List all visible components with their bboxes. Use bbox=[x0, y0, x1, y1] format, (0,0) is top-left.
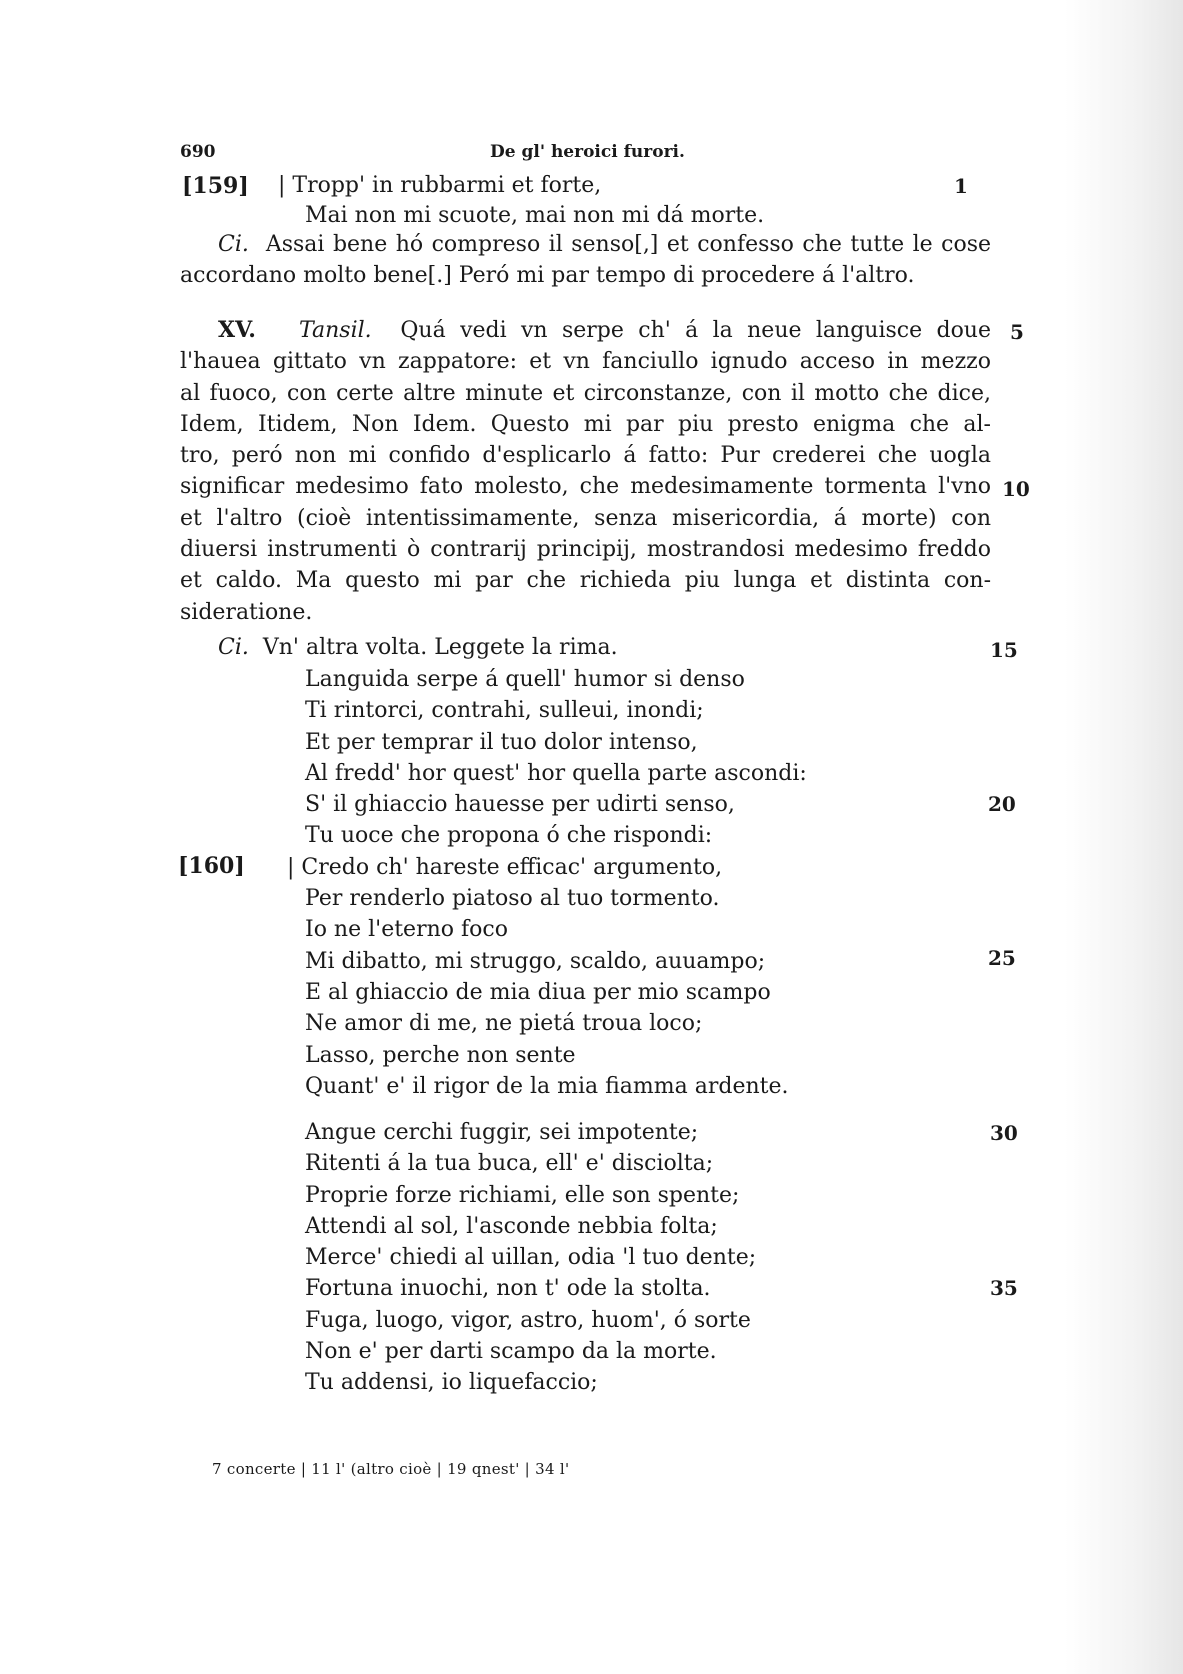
line-number: 25 bbox=[988, 946, 1016, 970]
verse-line: Fortuna inuochi, non t' ode la stolta. bbox=[305, 1276, 711, 1302]
verse-line: Ti rintorci, contrahi, sulleui, inondi; bbox=[305, 698, 704, 724]
verse-line: Io ne l'eterno foco bbox=[305, 917, 508, 943]
prose-line: l'hauea gittato vn zappatore: et vn fanciullo ignudo acceso in mezzo bbox=[180, 349, 991, 375]
running-title: De gl' heroici furori. bbox=[490, 142, 685, 162]
page-number: 690 bbox=[180, 142, 216, 162]
verse-line: Et per temprar il tuo dolor intenso, bbox=[305, 729, 698, 755]
verse-line: Angue cerchi fuggir, sei impotente; bbox=[305, 1120, 699, 1145]
line-number: 30 bbox=[990, 1121, 1018, 1145]
page-ref-160: [160] bbox=[178, 853, 245, 879]
section-numeral: XV. bbox=[218, 317, 256, 343]
verse-line: Per renderlo piatoso al tuo tormento. bbox=[305, 886, 720, 912]
prose-line: significar medesimo fato molesto, che medesimamente tormenta l'vno bbox=[180, 474, 991, 500]
prose-line: accordano molto bene[.] Peró mi par tempo di procedere á l'altro. bbox=[180, 263, 915, 289]
verse-line: Ritenti á la tua buca, ell' e' disciolta; bbox=[305, 1151, 714, 1177]
verse-line: Lasso, perche non sente bbox=[305, 1042, 576, 1068]
verse-line: Mai non mi scuote, mai non mi dá morte. bbox=[305, 203, 765, 228]
prose-line: tro, peró non mi confido d'esplicarlo á fatto: Pur crederei che uogla bbox=[180, 443, 991, 469]
line-number: 15 bbox=[990, 638, 1018, 662]
verse-line: Proprie forze richiami, elle son spente; bbox=[305, 1182, 740, 1208]
verse-line: E al ghiaccio de mia diua per mio scampo bbox=[305, 979, 771, 1005]
prose-line: Idem, Itidem, Non Idem. Questo mi par piu presto enigma che al- bbox=[180, 411, 991, 437]
verse-line: Merce' chiedi al uillan, odia 'l tuo dente; bbox=[305, 1245, 757, 1271]
verse-stanza-2 bbox=[305, 1117, 756, 1399]
verse-line: Tu addensi, io liquefaccio; bbox=[305, 1370, 598, 1396]
speaker-ci: Ci. bbox=[218, 232, 249, 257]
section-xv-paragraph bbox=[180, 315, 991, 628]
verse-line: Non e' per darti scampo da la morte. bbox=[305, 1339, 717, 1365]
ci-line bbox=[218, 634, 618, 662]
prose-line: Quá vedi vn serpe ch' á la neue languisce doue bbox=[400, 318, 991, 343]
verse-line: Mi dibatto, mi struggo, scaldo, auuampo; bbox=[305, 948, 766, 974]
prose-line: et caldo. Ma questo mi par che richieda piu lunga et distinta con- bbox=[180, 568, 991, 594]
line-number: 5 bbox=[1010, 320, 1024, 344]
prose-line: Assai bene hó compreso il senso[,] et confesso che tutte le cose bbox=[265, 232, 991, 257]
line-number: 20 bbox=[988, 792, 1016, 816]
verse-line: Languida serpe á quell' humor si denso bbox=[305, 667, 745, 692]
verse-line: | Tropp' in rubbarmi et forte, bbox=[278, 173, 602, 198]
verse-line: Quant' e' il rigor de la mia fiamma ardente. bbox=[305, 1073, 789, 1099]
verse-line: Attendi al sol, l'asconde nebbia folta; bbox=[305, 1213, 718, 1239]
prose-line: Vn' altra volta. Leggete la rima. bbox=[262, 635, 618, 660]
prose-line: et l'altro (cioè intentissimamente, senza misericordia, á morte) con bbox=[180, 505, 991, 531]
speaker-tansil: Tansil. bbox=[299, 318, 372, 343]
line-number: 1 bbox=[954, 174, 968, 198]
verse-line: | Credo ch' hareste efficac' argumento, bbox=[287, 854, 723, 880]
verse-stanza-1 bbox=[287, 664, 807, 1102]
verse-line: Tu uoce che propona ó che rispondi: bbox=[305, 823, 713, 849]
prose-line: al fuoco, con certe altre minute et circonstanze, con il motto che dice, bbox=[180, 380, 991, 406]
critical-apparatus: 7 concerte | 11 l' (altro cioè | 19 qnest' | 34 l' bbox=[212, 1460, 570, 1478]
line-number: 10 bbox=[1002, 477, 1030, 501]
prose-line: sideratione. bbox=[180, 599, 313, 625]
verse-line: Fuga, luogo, vigor, astro, huom', ó sorte bbox=[305, 1307, 751, 1333]
line-number: 35 bbox=[990, 1276, 1018, 1300]
ci-paragraph bbox=[180, 229, 991, 292]
page-ref-159: [159] bbox=[182, 173, 249, 199]
verse-line: S' il ghiaccio hauesse per udirti senso, bbox=[305, 792, 735, 818]
verse-line: Al fredd' hor quest' hor quella parte ascondi: bbox=[305, 760, 807, 786]
speaker-ci: Ci. bbox=[218, 635, 249, 660]
prose-line: diuersi instrumenti ò contrarij principij, mostrandosi medesimo freddo bbox=[180, 537, 991, 563]
verse-line: Ne amor di me, ne pietá troua loco; bbox=[305, 1011, 703, 1037]
